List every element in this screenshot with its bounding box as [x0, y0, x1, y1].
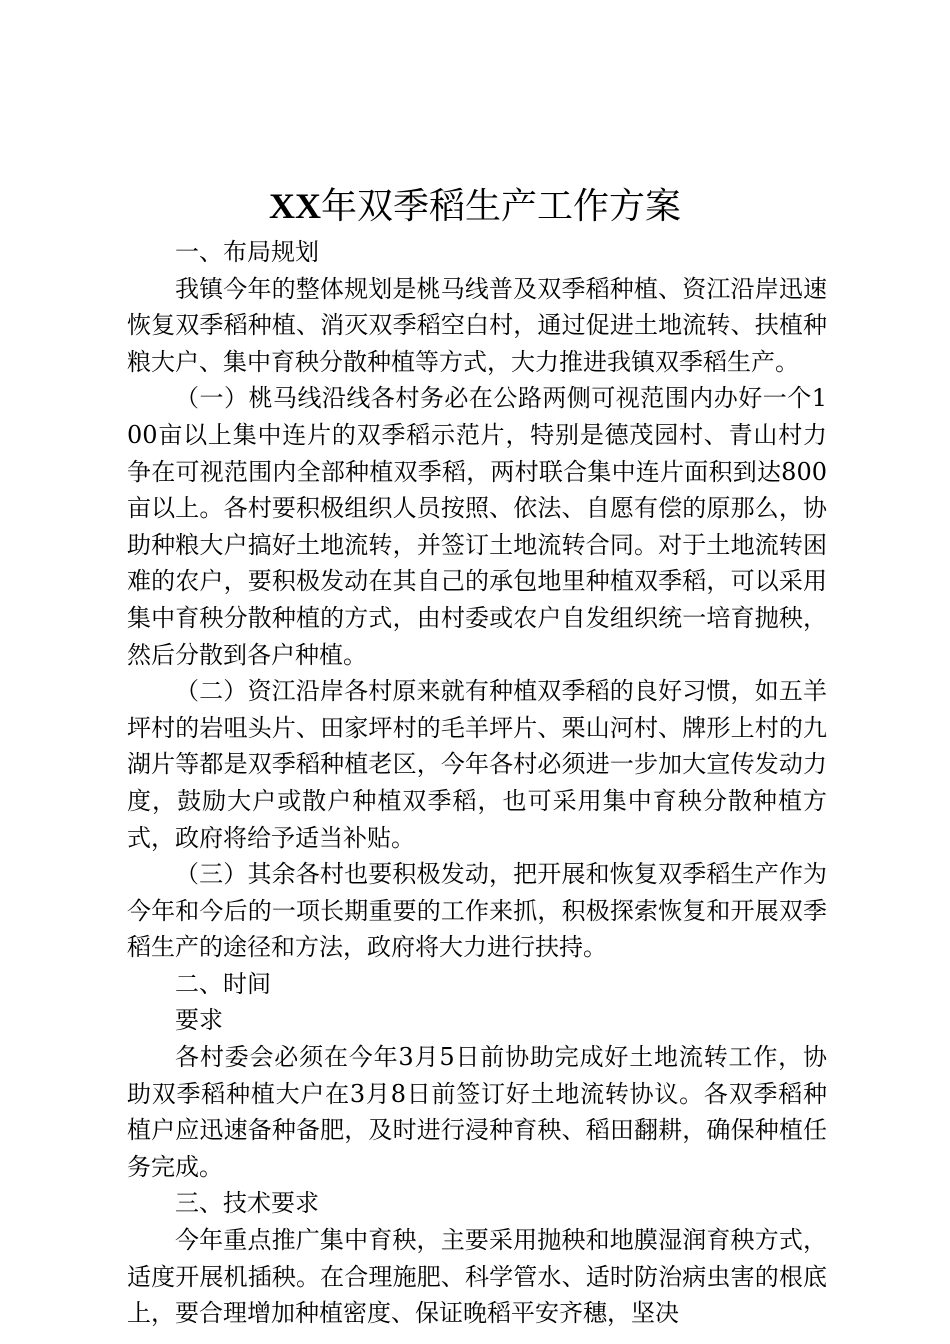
paragraph-item-2: （二）资江沿岸各村原来就有种植双季稻的良好习惯，如五羊坪村的岩咀头片、田家坪村的毛羊坪片、栗山河村、牌形上村的九湖片等都是双季稻种植老区，今年各村必须进一步加大宣传发动力度，鼓励大户或散户种植双季稻，也可采用集中育秧分散种植方式，政府将给予适当补贴。 [127, 677, 827, 852]
heading-time: 二、时间 [175, 969, 271, 998]
paragraph-item-1: （一）桃马线沿线各村务必在公路两侧可视范围内办好一个100亩以上集中连片的双季稻示范片，特别是德茂园村、青山村力争在可视范围内全部种植双季稻，两村联合集中连片面积到达800亩以上。各村要积极组织人员按照、依法、自愿有偿的原那么，协助种粮大户搞好土地流转，并签订土地流转合同。对于土地流转困难的农户，要积极发动在其自己的承包地里种植双季稻，可以采用集中育秧分散种植的方式，由村委或农户自发组织统一培育抛秧，然后分散到各户种植。 [127, 384, 827, 669]
paragraph-overall-plan: 我镇今年的整体规划是桃马线普及双季稻种植、资江沿岸迅速恢复双季稻种植、消灭双季稻空白村，通过促进土地流转、扶植种粮大户、集中育秧分散种植等方式，大力推进我镇双季稻生产。 [127, 274, 827, 376]
document-body [127, 234, 827, 1332]
paragraph-technical-requirements: 今年重点推广集中育秧，主要采用抛秧和地膜湿润育秧方式，适度开展机插秧。在合理施肥、科学管水、适时防治病虫害的根底上，要合理增加种植密度、保证晚稻平安齐穗，坚决 [127, 1226, 827, 1328]
title-rest: 年双季稻生产工作方案 [320, 186, 681, 227]
paragraph-time-requirements: 各村委会必须在今年3月5日前协助完成好土地流转工作，协助双季稻种植大户在3月8日前签订好土地流转协议。各双季稻种植户应迅速备种备肥，及时进行浸种育秧、稻田翻耕，确保种植任务完成。 [127, 1043, 827, 1181]
document-title [0, 184, 950, 229]
paragraph-item-3: （三）其余各村也要积极发动，把开展和恢复双季稻生产作为今年和今后的一项长期重要的工作来抓，积极探索恢复和开展双季稻生产的途径和方法，政府将大力进行扶持。 [127, 860, 827, 962]
heading-layout-planning: 一、布局规划 [175, 238, 319, 266]
title-prefix: XX [268, 186, 321, 226]
heading-requirements: 要求 [175, 1006, 223, 1035]
heading-technical-requirements: 三、技术要求 [175, 1189, 319, 1218]
